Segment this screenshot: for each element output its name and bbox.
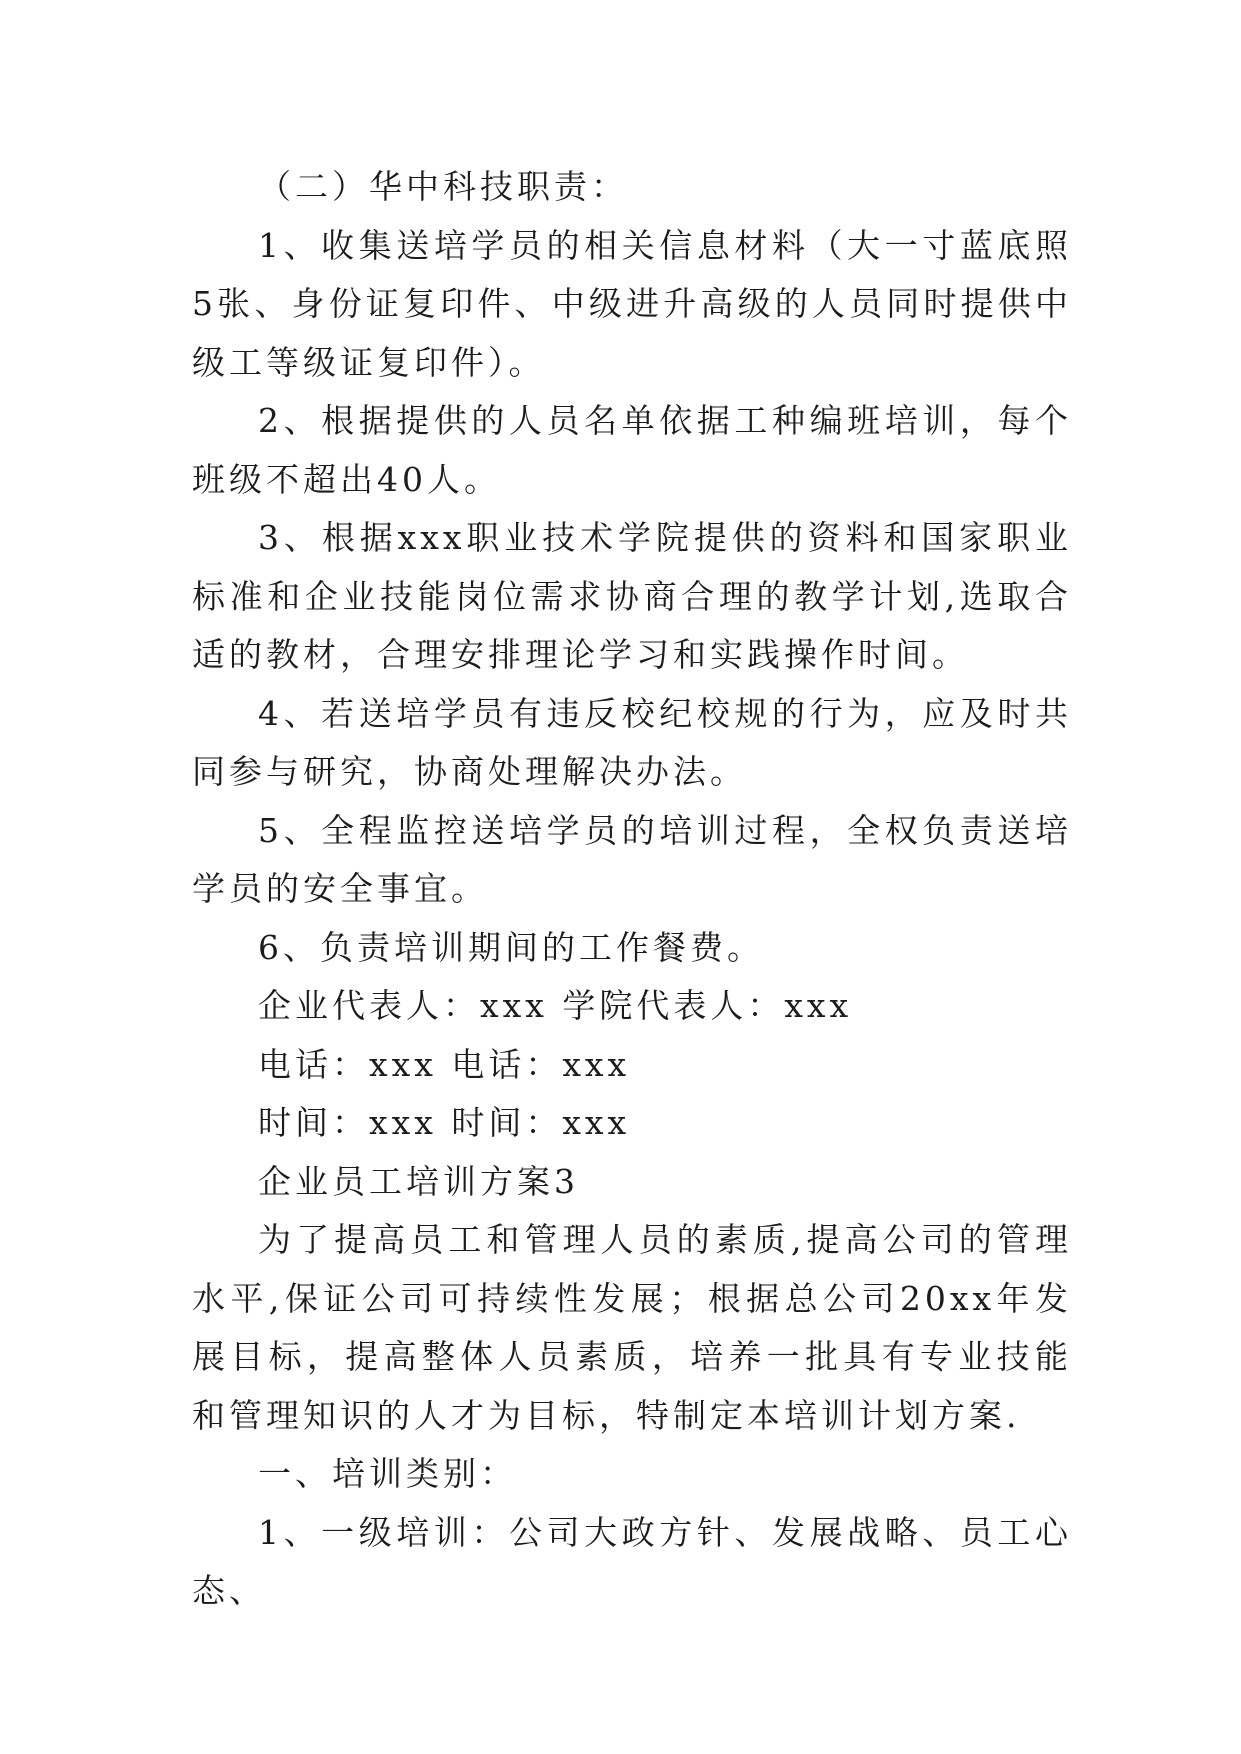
duty-item-6: 6、负责培训期间的工作餐费。	[258, 927, 764, 967]
document-body	[192, 158, 1072, 1621]
heading-training-categories: 一、培训类别：	[258, 1454, 517, 1493]
duty-item-1: 1、收集送培学员的相关信息材料（大一寸蓝底照5张、身份证复印件、中级进升高级的人员同时提供中级工等级证复印件）。	[192, 225, 1072, 382]
plan-intro: 为了提高员工和管理人员的素质,提高公司的管理水平,保证公司可持续性发展；根据总公司20xx年发展目标，提高整体人员素质，培养一批具有专业技能和管理知识的人才为目标，特制定本培训计划方案.	[192, 1220, 1072, 1435]
heading-huazhong-duties: （二）华中科技职责：	[258, 167, 628, 206]
section-title-plan-3: 企业员工培训方案3	[258, 1161, 579, 1201]
duty-item-3: 3、根据xxx职业技术学院提供的资料和国家职业标准和企业技能岗位需求协商合理的教学计划,选取合适的教材，合理安排理论学习和实践操作时间。	[192, 518, 1072, 674]
category-item-1: 1、一级培训：公司大政方针、发展战略、员工心态、	[192, 1512, 1072, 1610]
duty-item-5: 5、全程监控送培学员的培训过程，全权负责送培学员的安全事宜。	[192, 810, 1072, 908]
signature-representatives: 企业代表人：xxx 学院代表人：xxx	[258, 986, 853, 1025]
signature-phones: 电话：xxx 电话：xxx	[258, 1044, 631, 1084]
duty-item-4: 4、若送培学员有违反校纪校规的行为，应及时共同参与研究，协商处理解决办法。	[192, 693, 1072, 791]
signature-dates: 时间：xxx 时间：xxx	[258, 1103, 631, 1142]
duty-item-2: 2、根据提供的人员名单依据工种编班培训，每个班级不超出40人。	[192, 401, 1072, 499]
